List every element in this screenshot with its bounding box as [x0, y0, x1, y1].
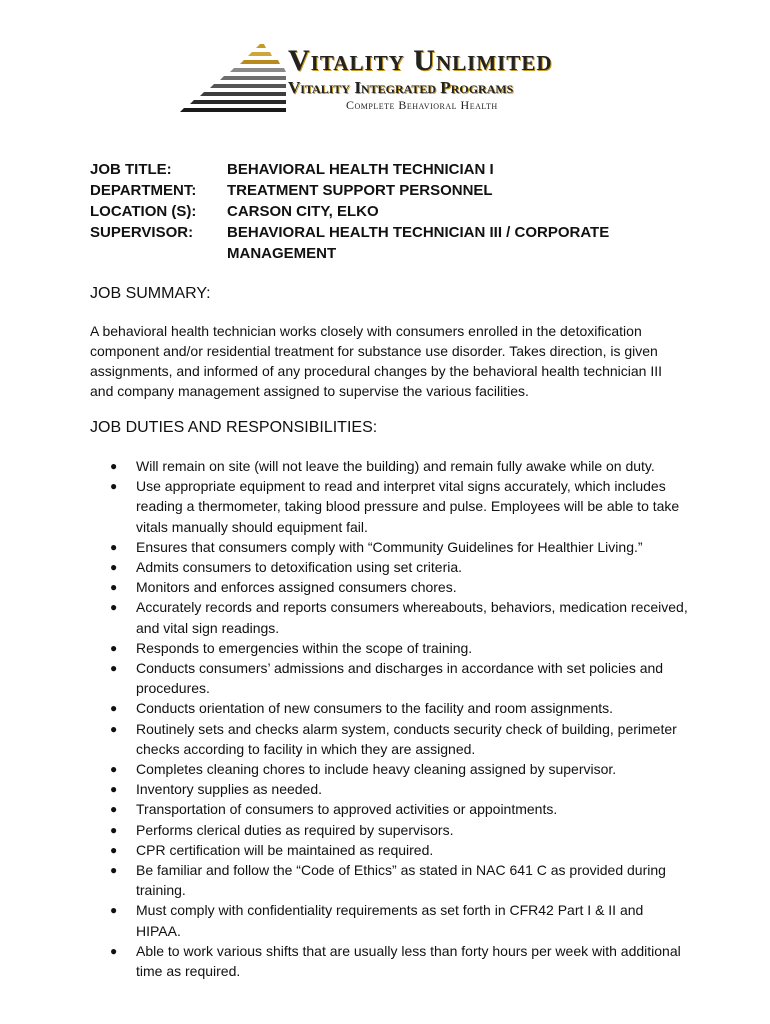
list-item [90, 799, 690, 819]
list-item [90, 476, 690, 537]
duty-text: Performs clerical duties as required by supervisors. [136, 821, 454, 838]
field-row-department [90, 180, 690, 201]
company-logo [180, 38, 600, 118]
list-item [90, 658, 690, 698]
bullet-icon: ● [110, 943, 118, 958]
list-item [90, 759, 690, 779]
bullet-icon: ● [110, 782, 118, 797]
duty-text: Monitors and enforces assigned consumers chores. [136, 579, 457, 596]
duty-text: Ensures that consumers comply with “Community Guidelines for Healthier Living.” [136, 538, 643, 555]
field-row-supervisor [90, 222, 690, 264]
duty-text: Able to work various shifts that are usually less than forty hours per week with additional time as required. [136, 942, 681, 980]
bullet-icon: ● [110, 479, 118, 494]
duty-text: Inventory supplies as needed. [136, 781, 323, 798]
duty-text: Conducts orientation of new consumers to the facility and room assignments. [136, 700, 614, 717]
bullet-icon: ● [110, 580, 118, 595]
bullet-icon: ● [110, 721, 118, 736]
list-item [90, 860, 690, 900]
logo-subtitle: Vitality Integrated Programs [288, 78, 514, 97]
summary-heading: JOB SUMMARY: [90, 285, 211, 302]
list-item [90, 698, 690, 718]
duty-text: Responds to emergencies within the scope of training. [136, 639, 473, 656]
bullet-icon: ● [110, 762, 118, 777]
duty-text: Be familiar and follow the “Code of Ethics” as stated in NAC 641 C as provided during training. [136, 862, 666, 899]
field-value: BEHAVIORAL HEALTH TECHNICIAN I [227, 161, 494, 178]
bullet-icon: ● [110, 600, 118, 615]
list-item [90, 597, 690, 637]
duty-text: Transportation of consumers to approved activities or appointments. [136, 801, 558, 818]
list-item [90, 900, 690, 940]
field-label: DEPARTMENT: [90, 182, 197, 199]
bullet-icon: ● [110, 640, 118, 655]
field-value: BEHAVIORAL HEALTH TECHNICIAN III / CORPORATE MANAGEMENT [227, 224, 610, 262]
job-info-fields [90, 159, 690, 264]
field-label: LOCATION (S): [90, 203, 197, 220]
bullet-icon: ● [110, 903, 118, 918]
list-item [90, 820, 690, 840]
field-label: SUPERVISOR: [90, 224, 194, 241]
list-item [90, 557, 690, 577]
duty-text: Admits consumers to detoxification using set criteria. [136, 559, 463, 576]
duty-text: Routinely sets and checks alarm system, conducts security check of building, perimeter checks according to facility in which they are assigned. [136, 720, 677, 757]
list-item [90, 577, 690, 597]
list-item [90, 638, 690, 658]
logo-tagline: Complete Behavioral Health [346, 98, 498, 112]
duties-heading: JOB DUTIES AND RESPONSIBILITIES: [90, 419, 378, 436]
field-row-location [90, 201, 690, 222]
list-item [90, 719, 690, 759]
field-value: TREATMENT SUPPORT PERSONNEL [227, 182, 493, 199]
bullet-icon: ● [110, 661, 118, 676]
duty-text: CPR certification will be maintained as required. [136, 841, 434, 858]
bullet-icon: ● [110, 701, 118, 716]
duty-text: Will remain on site (will not leave the building) and remain fully awake while on duty. [136, 458, 655, 474]
list-item [90, 537, 690, 557]
bullet-icon: ● [110, 539, 118, 554]
duty-text: Accurately records and reports consumers whereabouts, behaviors, medication received, and vital sign readings. [136, 599, 688, 636]
field-row-job-title [90, 159, 690, 180]
logo-pyramid-icon [180, 38, 290, 118]
logo-title: Vitality Unlimited [288, 44, 553, 77]
list-item [90, 840, 690, 860]
bullet-icon: ● [110, 459, 118, 473]
duty-text: Must comply with confidentiality requirements as set forth in CFR42 Part I & II and HIPAA. [136, 902, 644, 939]
list-item [90, 456, 690, 476]
bullet-icon: ● [110, 822, 118, 837]
list-item [90, 941, 690, 981]
duty-text: Completes cleaning chores to include heavy cleaning assigned by supervisor. [136, 761, 617, 778]
duty-text: Use appropriate equipment to read and interpret vital signs accurately, which includes reading a thermometer, taking blood pressure and pulse. Employees will be able to take vitals manually should equipment fail. [136, 478, 680, 535]
field-label: JOB TITLE: [90, 161, 172, 178]
list-item [90, 779, 690, 799]
duties-list [90, 456, 690, 981]
bullet-icon: ● [110, 842, 118, 857]
summary-paragraph: A behavioral health technician works closely with consumers enrolled in the detoxification component and/or residential treatment for substance use disorder. Takes direction, is given assignments, and informed of any procedural changes by the behavioral health technician III and company management assigned to supervise the various facilities. [90, 323, 663, 399]
bullet-icon: ● [110, 863, 118, 878]
bullet-icon: ● [110, 802, 118, 817]
bullet-icon: ● [110, 560, 118, 575]
field-value: CARSON CITY, ELKO [227, 203, 379, 220]
duty-text: Conducts consumers’ admissions and discharges in accordance with set policies and procedures. [136, 660, 664, 697]
